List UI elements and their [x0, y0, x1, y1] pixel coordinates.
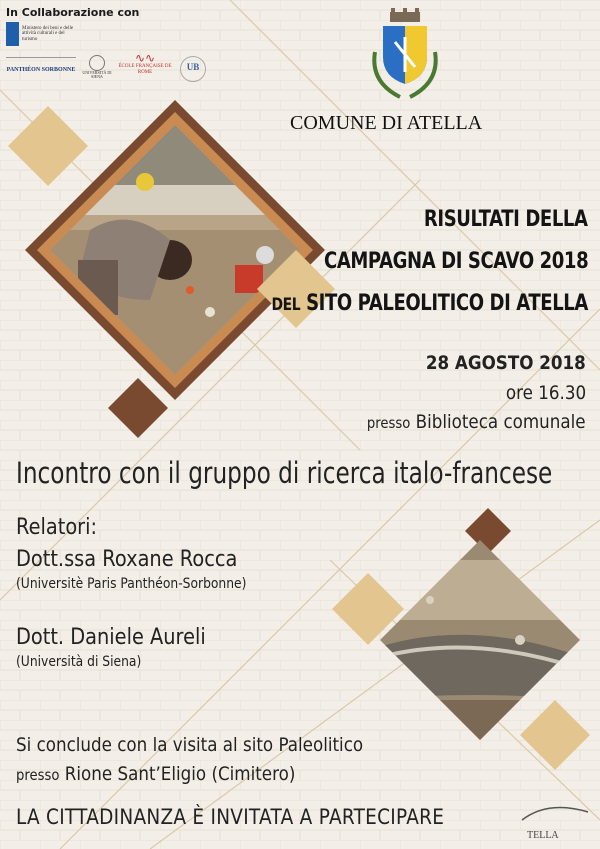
- event-venue: [367, 411, 586, 433]
- speaker-2-name: Dott. Daniele Aureli: [16, 625, 206, 650]
- pantheon-sorbonne-logo: PANTHÉON SORBONNE: [6, 57, 76, 80]
- invitation-text: LA CITTADINANZA È INVITATA A PARTECIPARE: [16, 805, 445, 829]
- venue-name: Biblioteca comunale: [410, 411, 586, 433]
- event-date: 28 AGOSTO 2018: [426, 352, 586, 374]
- venue-prefix: presso: [367, 414, 411, 432]
- place-prefix: presso: [16, 766, 60, 784]
- municipality-name: COMUNE DI ATELLA: [290, 112, 483, 134]
- meeting-heading: Incontro con il gruppo di ricerca italo-francese: [16, 456, 553, 490]
- ub-logo: UB: [180, 56, 206, 82]
- speaker-1-name: Dott.ssa Roxane Rocca: [16, 547, 238, 572]
- speaker-2-affiliation: (Università di Siena): [16, 654, 142, 670]
- title-line-3-rest: SITO PALEOLITICO DI ATELLA: [300, 291, 588, 316]
- title-line-1: RISULTATI DELLA: [424, 207, 588, 232]
- title-line-2: CAMPAGNA DI SCAVO 2018: [323, 249, 588, 274]
- event-time: ore 16.30: [505, 382, 586, 404]
- universita-siena-logo: UNIVERSITÀ DI SIENA: [82, 55, 112, 81]
- closing-place: [16, 763, 295, 785]
- title-line-3: [272, 291, 588, 316]
- closing-visit: Si conclude con la visita al sito Paleolitico: [16, 734, 364, 756]
- place-name: Rione Sant’Eligio (Cimitero): [59, 763, 296, 785]
- speaker-1-affiliation: (Universitè Paris Panthéon-Sorbonne): [16, 576, 247, 592]
- collaboration-label: In Collaborazione con: [6, 6, 140, 19]
- footer-logo-text: TELLA: [527, 830, 559, 841]
- ministero-logo: Ministero dei beni e delle attività culturali e del turismo: [6, 22, 78, 52]
- speakers-heading: Relatori:: [16, 515, 98, 540]
- ecole-francaise-logo: ∿∿ ÉCOLE FRANÇAISE DE ROME: [118, 51, 172, 75]
- title-line-3-prefix: DEL: [271, 295, 301, 315]
